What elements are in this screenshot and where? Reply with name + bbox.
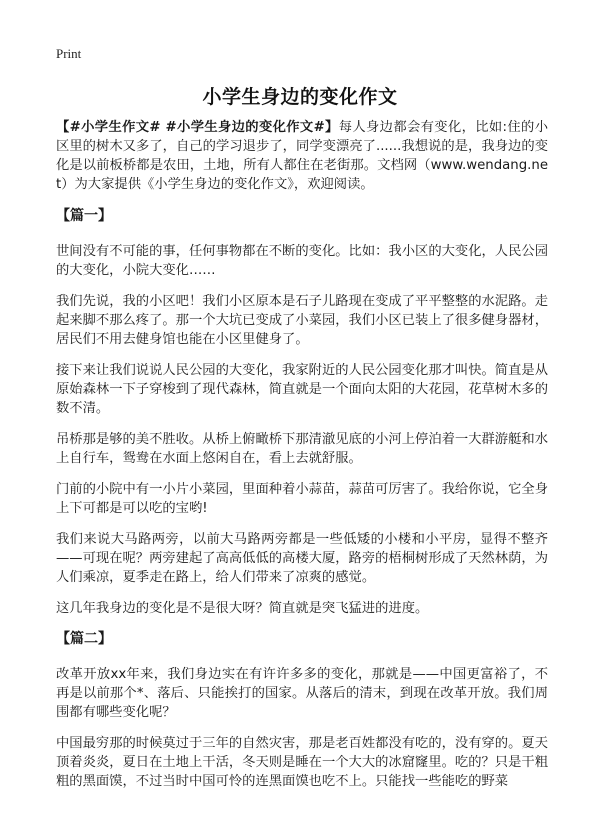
page-title: 小学生身边的变化作文 [202, 86, 398, 108]
print-link[interactable]: Print [56, 46, 82, 61]
paragraph: 我们来说大马路两旁，以前大马路两旁都是一些低矮的小楼和小平房，显得不整齐——可现在呢？两旁建起了高高低低的高楼大厦，路旁的梧桐树形成了天然林荫，为人们乘凉，夏季走在路上，给人们带来了凉爽的感觉。 [56, 532, 548, 585]
section-heading-1: 【篇一】 [56, 208, 112, 224]
paragraph: 中国最穷那的时候莫过于三年的自然灾害，那是老百姓都没有吃的，没有穿的。夏天顶着炎炎，夏日在土地上干活，冬天则是睡在一个大大的冰窟窿里。吃的？只是干粗粗的黑面馍，不过当时中国可怜的连黑面馍也吃不上。只能找一些能吃的野菜 [56, 736, 548, 789]
section-heading-2: 【篇二】 [56, 631, 112, 647]
paragraph: 这几年我身边的变化是不是很大呀？简直就是突飞猛进的进度。 [56, 601, 429, 616]
paragraph: 接下来让我们说说人民公园的大变化，我家附近的人民公园变化那才叫快。简直是从原始森林一下子穿梭到了现代森林，简直就是一个面向太阳的大花园，花草树木多的数不清。 [56, 363, 548, 416]
intro-tag: 【#小学生作文# #小学生身边的变化作文#】 [56, 120, 339, 135]
intro-text: 每人身边都会有变化，比如:住的小区里的树木又多了，自己的学习退步了，同学变漂亮了......我想说的是，我身边的变化是以前板桥都是农田，土地，所有人都住在老街那。文档网（www.wendang.net）为大家提供《小学生身边的变化作文》，欢迎阅读。 [56, 120, 548, 192]
paragraph: 门前的小院中有一小片小菜园，里面种着小蒜苗，蒜苗可厉害了。我给你说，它全身上下可都是可以吃的宝哟! [56, 482, 548, 516]
paragraph: 我们先说，我的小区吧！我们小区原本是石子儿路现在变成了平平整整的水泥路。走起来脚不那么疼了。那一个大坑已变成了小菜园，我们小区已装上了很多健身器材，居民们不用去健身馆也能在小区里健身了。 [56, 294, 548, 347]
paragraph: 吊桥那是够的美不胜收。从桥上俯瞰桥下那清澈见底的小河上停泊着一大群游艇和水上自行车，鸳鸯在水面上悠闲自在，看上去就舒服。 [56, 432, 548, 466]
paragraph: 改革开放xx年来，我们身边实在有许许多多的变化，那就是——中国更富裕了，不再是以前那个*、落后、只能挨打的国家。从落后的清末，到现在改革开放。我们周围都有哪些变化呢？ [56, 667, 548, 720]
intro-paragraph [56, 118, 548, 194]
article-body [56, 118, 548, 803]
paragraph: 世间没有不可能的事，任何事物都在不断的变化。比如：我小区的大变化，人民公园的大变化，小院大变化…… [56, 244, 548, 278]
